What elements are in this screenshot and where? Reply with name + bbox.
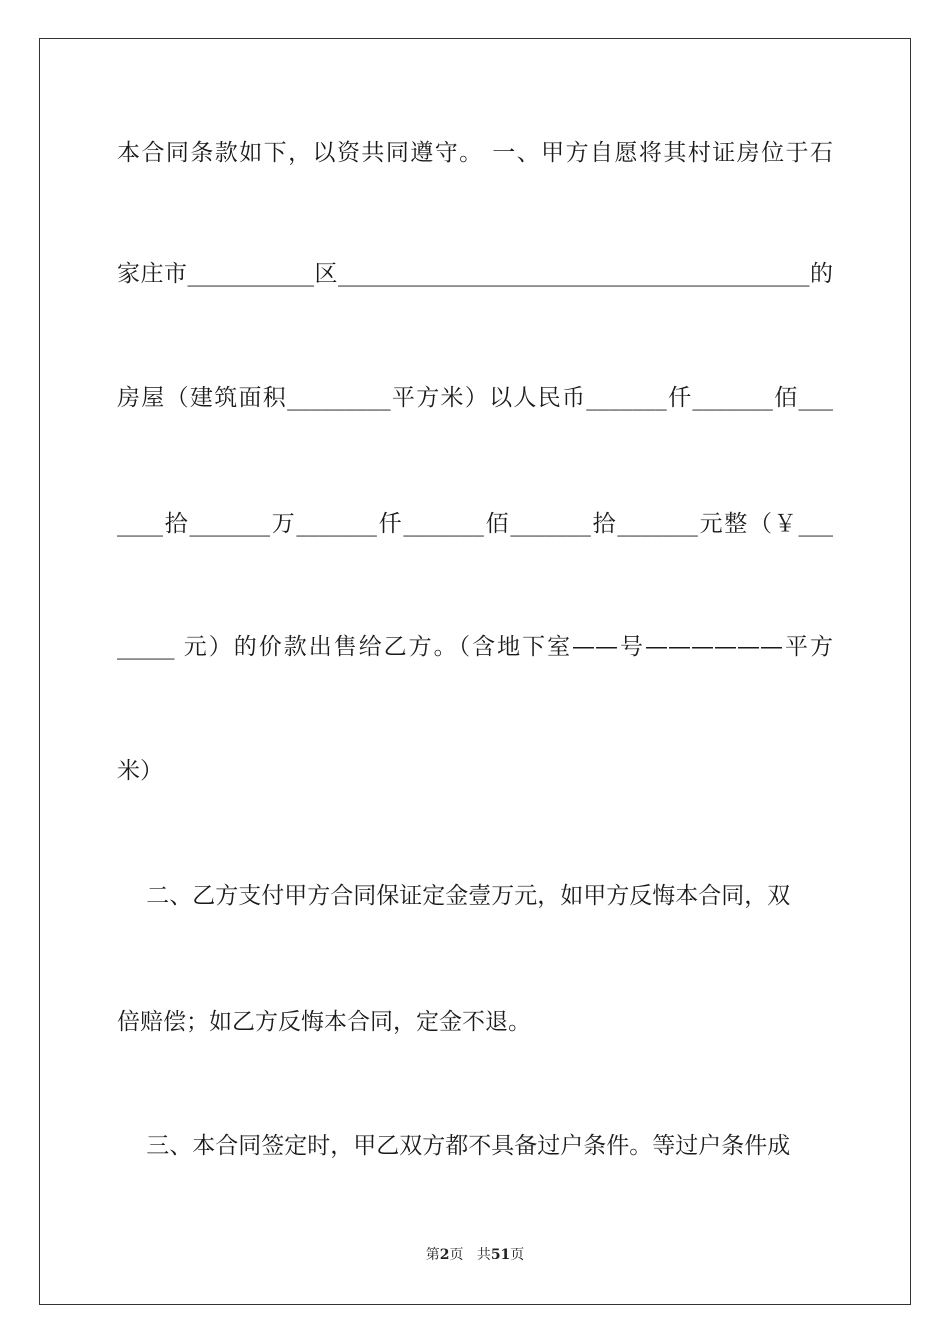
footer-page-number: 2 [439, 1247, 450, 1263]
page-footer [0, 1246, 950, 1264]
footer-total-unit: 页 [510, 1247, 525, 1263]
text-line-1: 本合同条款如下，以资共同遵守。 一、甲方自愿将其村证房位于石 [117, 140, 833, 166]
text-line-5: _____ 元）的价款出售给乙方。（含地下室——号——————平方 [117, 634, 833, 660]
text-line-7: 二、乙方支付甲方合同保证定金壹万元，如甲方反悔本合同，双 [117, 883, 791, 909]
text-line-4: ____拾_______万_______仟_______佰_______拾_______元整（￥___ [117, 511, 833, 537]
footer-page-unit: 页 [449, 1247, 464, 1263]
footer-total-label: 共 [476, 1247, 491, 1263]
text-line-8: 倍赔偿；如乙方反悔本合同，定金不退。 [117, 1009, 531, 1035]
text-line-6: 米） [117, 758, 163, 784]
footer-total-pages: 51 [490, 1247, 511, 1263]
text-line-2: 家庄市___________区_________________________________________的 [117, 261, 833, 287]
page-border [39, 38, 911, 1305]
footer-page-label: 第 [425, 1247, 440, 1263]
text-line-9: 三、本合同签定时，甲乙双方都不具备过户条件。等过户条件成 [117, 1133, 791, 1159]
text-line-3: 房屋（建筑面积_________平方米）以人民币_______仟_______佰___ [117, 385, 833, 411]
